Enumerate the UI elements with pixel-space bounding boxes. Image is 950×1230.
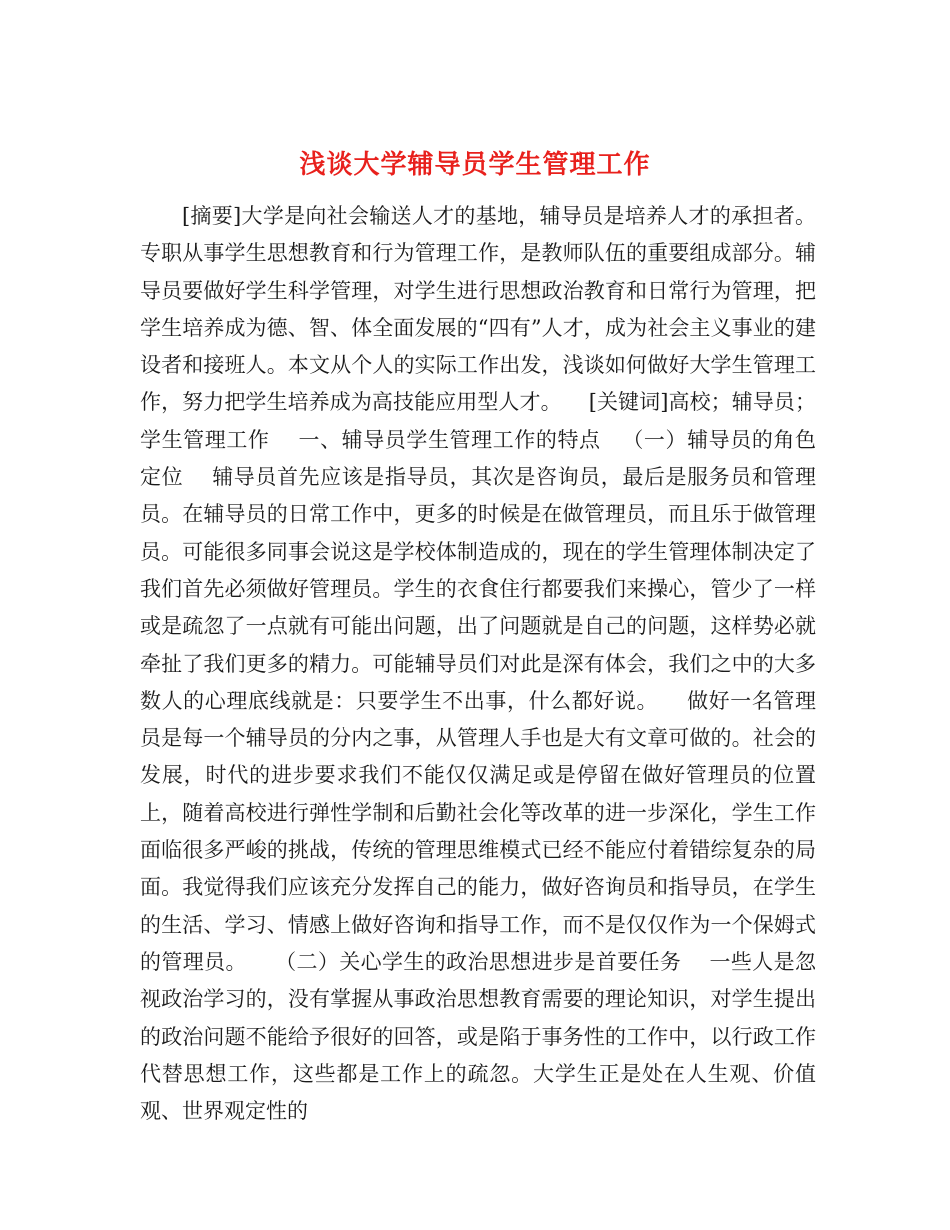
document-title: 浅谈大学辅导员学生管理工作 xyxy=(299,150,651,181)
document-body: [摘要]大学是向社会输送人才的基地，辅导员是培养人才的承担者。专职从事学生思想教育和行为管理工作，是教师队伍的重要组成部分。辅导员要做好学生科学管理，对学生进行思想政治教育和日常行为管理，把学生培养成为德、智、体全面发展的“四有”人才，成为社会主义事业的建设者和接班人。本文从个人的实际工作出发，浅谈如何做好大学生管理工作，努力把学生培养成为高技能应用型人才。 [关键词]高校；辅导员；学生管理工作 一、辅导员学生管理工作的特点 （一）辅导员的角色定位 辅导员首先应该是指导员，其次是咨询员，最后是服务员和管理员。在辅导员的日常工作中，更多的时候是在做管理员，而且乐于做管理员。可能很多同事会说这是学校体制造成的，现在的学生管理体制决定了我们首先必须做好管理员。学生的衣食住行都要我们来操心，管少了一样或是疏忽了一点就有可能出问题，出了问题就是自己的问题，这样势必就牵扯了我们更多的精力。可能辅导员们对此是深有体会，我们之中的大多数人的心理底线就是：只要学生不出事，什么都好说。 做好一名管理员是每一个辅导员的分内之事，从管理人手也是大有文章可做的。社会的发展，时代的进步要求我们不能仅仅满足或是停留在做好管理员的位置上，随着高校进行弹性学制和后勤社会化等改革的进一步深化，学生工作面临很多严峻的挑战，传统的管理思维模式已经不能应付着错综复杂的局面。我觉得我们应该充分发挥自己的能力，做好咨询员和指导员，在学生的生活、学习、情感上做好咨询和指导工作，而不是仅仅作为一个保姆式的管理员。 （二）关心学生的政治思想进步是首要任务 一些人是忽视政治学习的，没有掌握从事政治思想教育需要的理论知识，对学生提出的政治问题不能给予很好的回答，或是陷于事务性的工作中，以行政工作代替思想工作，这些都是工作上的疏忽。大学生正是处在人生观、价值观、世界观定性的 xyxy=(140,204,816,1124)
